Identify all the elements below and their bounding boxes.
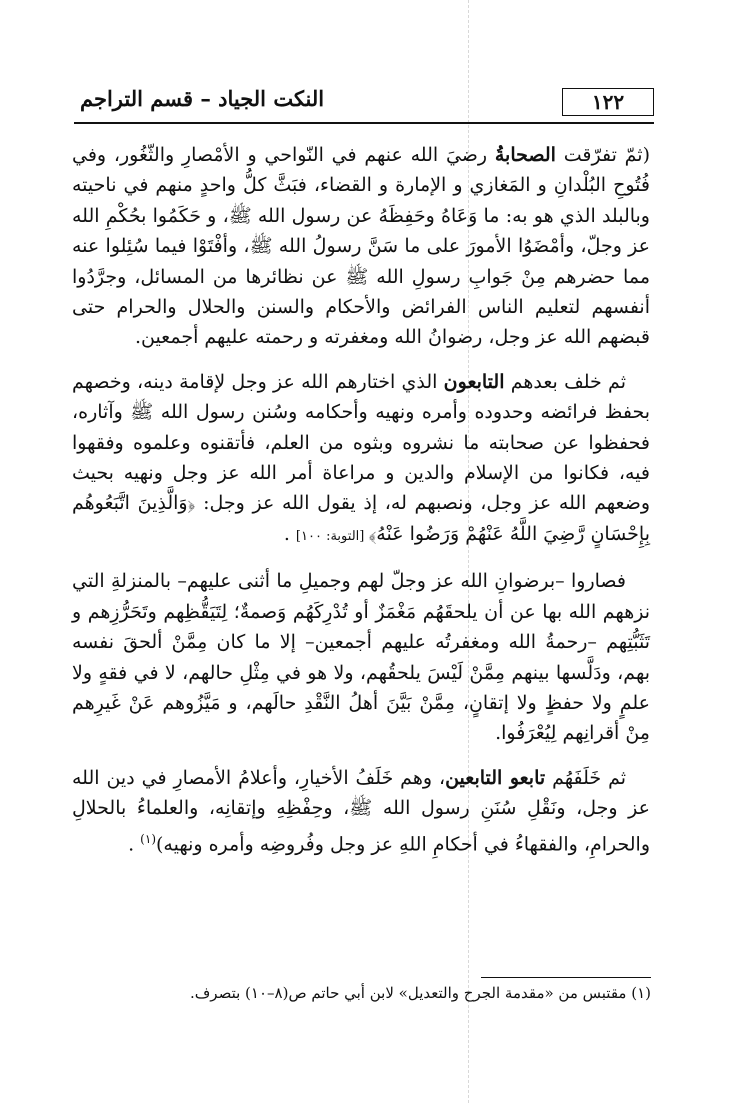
opening-paren: (ثمّ bbox=[616, 144, 650, 166]
term-sahaba: الصحابةُ bbox=[494, 144, 556, 166]
quran-verse: ﴿وَالَّذِينَ اتَّبَعُوهُم بِإِحْسَانٍ رَّضِيَ اللَّهُ عَنْهُمْ وَرَضُوا عَنْهُ﴾ bbox=[72, 492, 650, 545]
paragraph-text: ثم خَلَفَهُم bbox=[545, 766, 627, 789]
paragraph-text: الذي اختارهم الله عز وجل لإقامة دينه، وخصهم بحفظ فرائضه وحدوده وأمره ونهيه وأحكامه وسُنن رسول الله ﷺ وآثاره، فحفظوا عن صحابته ما نشروه وبثوه من العلم، فأتقنوه وعلموه وفقهوا فيه، فكانوا من الإسلام والدين و مراعاة أمر الله عز وجل ونهيه بحيث وضعهم الله عز وجل، ونصبهم له، إذ يقول الله عز وجل: bbox=[72, 370, 651, 515]
main-text bbox=[72, 140, 650, 873]
paragraph-text: ، وهم خَلَفُ الأخيارِ، وأعلامُ الأمصارِ في دين الله عز وجل، ونَقْلِ سُنَنِ رسول الله ﷺ، وحِفْظِهِ وإتقانِه، والعلماءُ بالحلالِ والحرامِ، والفقهاءُ في أحكامِ اللهِ عز وجل وفُروضِه وأمره ونهيه) bbox=[72, 766, 650, 855]
paragraph-text: تفرّقت bbox=[555, 144, 617, 166]
paragraph-end: . bbox=[283, 522, 296, 545]
term-tabi-tabiin: تابعو التابعين bbox=[445, 766, 546, 789]
running-title: النكت الجياد – قسم التراجم bbox=[80, 86, 325, 111]
paragraph-successors bbox=[72, 763, 650, 860]
paragraph-end: . bbox=[128, 832, 141, 855]
term-tabiun: التابعون bbox=[443, 370, 505, 393]
footnote-separator bbox=[481, 977, 651, 978]
paragraph-companions bbox=[72, 140, 650, 353]
page-header bbox=[74, 86, 654, 124]
footnote-marker: (١) bbox=[140, 831, 156, 846]
header-rule bbox=[74, 122, 654, 124]
paragraph-status: فصاروا –برضوانِ الله عز وجلّ لهم وجميلِ ما أثنى عليهم– بالمنزلةِ التي نزههم الله بها عن أن يلحقَهُم مَغْمَزٌ أو تُدْرِكَهُم وَصمةٌ؛ لِتَيَقُّظِهم وتَحَرُّزِهم و تَثَبُّتِهم –رحمةُ الله ومغفرتُه عليهم أجمعين– إلا ما كان مِمَّنْ ألحقَ نفسه بهم، ودَلَّسها بينهم مِمَّنْ لَيْسَ يلحقُهم، ولا هو في مِثْلِ حالهم، لا في فقهٍ ولا علمٍ ولا حفظٍ ولا إتقانٍ، مِمَّنْ بَيَّنَ أهلُ النَّقْدِ حالَهم، و مَيَّزُوهم عَنْ غَيرِهم مِنْ أقرانِهم لِيُعْرَفُوا. bbox=[72, 570, 650, 745]
paragraph-text: ثم خلف بعدهم bbox=[504, 370, 626, 393]
paragraph-followers bbox=[72, 367, 650, 552]
page-number: ١٢٢ bbox=[562, 88, 654, 116]
paragraph-text: رضيَ الله عنهم في النّواحي و الأمْصارِ والثّغُور، وفي فُتُوحِ البُلْدانِ و المَغازي و الإمارة و القضاء، فبَثَّ كلُّ واحدٍ منهم في ناحيته وبالبلد الذي هو به: ما وَعَاهُ وحَفِظَهُ عن رسول الله ﷺ، و حَكَمُوا بحُكْمِ الله عز وجلّ، وأمْضَوُا الأمورَ على ما سَنَّ رسولُ الله ﷺ، وأفْتَوْا فيما سُئِلوا عنه مما حضرهم مِنْ جَوابِ رسولِ الله ﷺ عن نظائرها من المسائل، وجرَّدُوا أنفسهم لتعليم الناس الفرائض والأحكام والسنن والحلال والحرام حتى قبضهم الله عز وجل، رضوانُ الله ومغفرته و رحمته عليهم أجمعين. bbox=[72, 144, 650, 349]
verse-reference: [التوبة: ١٠٠] bbox=[295, 528, 369, 544]
footnote: (١) مقتبس من «مقدمة الجرح والتعديل» لابن أبي حاتم ص(٨–١٠) بتصرف. bbox=[189, 984, 651, 1002]
